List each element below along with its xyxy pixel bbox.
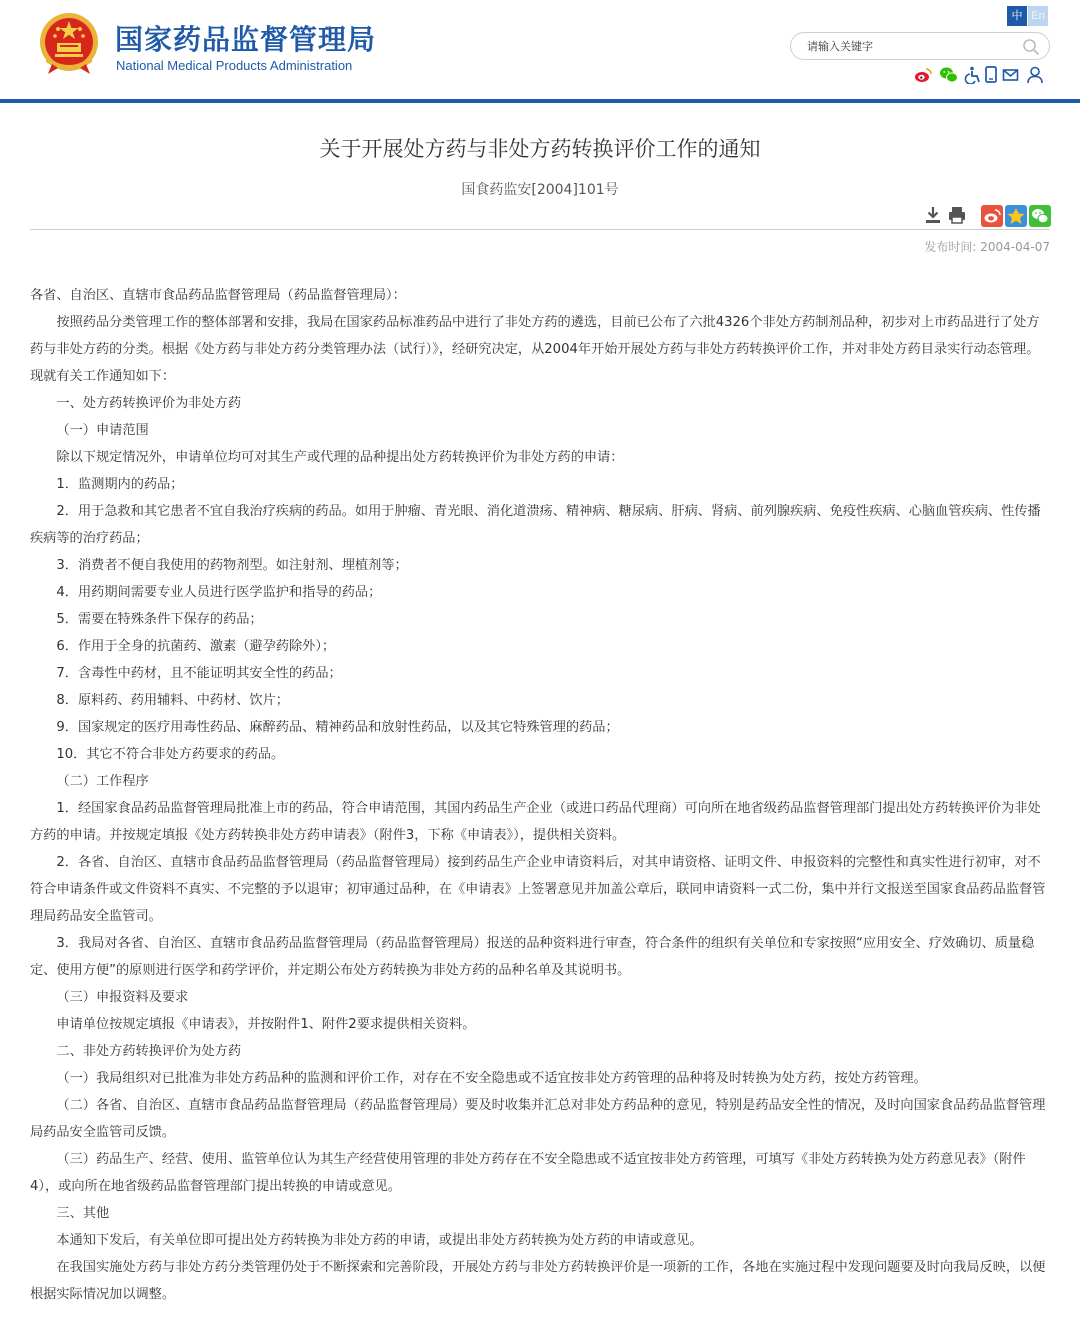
paragraph: （一）我局组织对已批准为非处方药品种的监测和评价工作，对存在不安全隐患或不适宜按非处方药管理的品种将及时转换为处方药，按处方药管理。 [56,1071,927,1086]
publish-date-value: 2004-04-07 [980,240,1050,254]
list-item: 5．需要在特殊条件下保存的药品； [56,612,263,627]
list-item: 1．监测期内的药品； [56,477,184,492]
header-divider [0,99,1080,103]
site-name-cn[interactable]: 国家药品监督管理局 [115,23,377,56]
mobile-icon[interactable] [984,66,1002,84]
share-wechat-icon[interactable] [1029,205,1051,231]
list-item: 8．原料药、药用辅料、中药材、饮片； [56,693,289,708]
lang-en-button[interactable]: En [1028,6,1048,26]
paragraph: 2．各省、自治区、直辖市食品药品监督管理局（药品监督管理局）接到药品生产企业申请资料后，对其申请资格、证明文件、申报资料的完整性和真实性进行初审，对不符合申请条件或文件资料不真实、不完整的予以退审；初审通过品种，在《申请表》上签署意见并加盖公章后，联同申请资料一式二份，集中并行文报送至国家食品药品监督管理局药品安全监管司。 [30,855,1046,924]
weibo-icon[interactable] [914,66,932,84]
site-name-en[interactable]: National Medical Products Administration [116,58,353,73]
list-item: 6．作用于全身的抗菌药、激素（避孕药除外）； [56,639,336,654]
search-box [790,32,1050,60]
paragraph: 按照药品分类管理工作的整体部署和安排，我局在国家药品标准药品中进行了非处方药的遴选，目前已公布了六批4326个非处方药制剂品种，初步对上市药品进行了处方药与非处方药的分类。根据《处方药与非处方药分类管理办法（试行）》，经研究决定，从2004年开始开展处方药与非处方药转换评价工作，并对非处方药目录实行动态管理。现就有关工作通知如下： [30,315,1040,384]
list-item: 9．国家规定的医疗用毒性药品、麻醉药品、精神药品和放射性药品，以及其它特殊管理的药品； [56,720,619,735]
wechat-icon[interactable] [939,66,957,84]
section-heading: 三、其他 [56,1206,110,1221]
national-emblem-logo[interactable] [38,12,100,76]
paragraph: （二）各省、自治区、直辖市食品药品监督管理局（药品监督管理局）要及时收集并汇总对非处方药品种的意见，特别是药品安全性的情况，及时向国家食品药品监督管理局药品安全监管司反馈。 [30,1098,1046,1140]
share-qzone-icon[interactable] [1005,205,1027,231]
subsection-heading: （三）申报资料及要求 [56,990,189,1005]
title-divider [30,229,1050,230]
article-body [30,282,1052,1308]
publish-date [924,238,1050,255]
list-item: 7．含毒性中药材，且不能证明其安全性的药品； [56,666,342,681]
subsection-heading: （二）工作程序 [56,774,149,789]
list-item: 3．消费者不便自我使用的药物剂型。如注射剂、埋植剂等； [56,558,408,573]
section-heading: 二、非处方药转换评价为处方药 [56,1044,242,1059]
share-weibo-icon[interactable] [981,205,1003,231]
list-item: 4．用药期间需要专业人员进行医学监护和指导的药品； [56,585,382,600]
list-item: 10．其它不符合非处方药要求的药品。 [56,747,285,762]
search-input[interactable] [807,37,1007,55]
print-icon[interactable] [947,205,967,229]
subsection-heading: （一）申请范围 [56,423,149,438]
lang-zh-button[interactable]: 中 [1007,6,1027,26]
search-icon[interactable] [1021,37,1041,57]
accessibility-icon[interactable] [964,66,982,84]
mail-icon[interactable] [1002,66,1020,84]
section-heading: 一、处方药转换评价为非处方药 [56,396,242,411]
article-title: 关于开展处方药与非处方药转换评价工作的通知 [319,137,761,161]
publish-date-label: 发布时间: [924,240,977,254]
paragraph: 本通知下发后，有关单位即可提出处方药转换为非处方药的申请，或提出非处方药转换为处方药的申请或意见。 [56,1233,703,1248]
paragraph: 除以下规定情况外，申请单位均可对其生产或代理的品种提出处方药转换评价为非处方药的申请： [56,450,624,465]
paragraph: 申请单位按规定填报《申请表》，并按附件1、附件2要求提供相关资料。 [56,1017,476,1032]
site-header [0,0,1080,100]
paragraph: 1．经国家食品药品监督管理局批准上市的药品，符合申请范围，其国内药品生产企业（或进口药品代理商）可向所在地省级药品监督管理部门提出处方药转换评价为非处方药的申请。并按规定填报《处方药转换非处方药申请表》（附件3，下称《申请表》），提供相关资料。 [30,801,1041,843]
paragraph: 3．我局对各省、自治区、直辖市食品药品监督管理局（药品监督管理局）报送的品种资料进行审查，符合条件的组织有关单位和专家按照“应用安全、疗效确切、质量稳定、使用方便”的原则进行医学和药学评价，并定期公布处方药转换为非处方药的品种名单及其说明书。 [30,936,1035,978]
salutation: 各省、自治区、直辖市食品药品监督管理局（药品监督管理局）： [30,288,406,303]
article-tools [920,205,1055,227]
document-number: 国食药监安[2004]101号 [461,182,619,198]
download-icon[interactable] [923,205,943,229]
list-item: 2．用于急救和其它患者不宜自我治疗疾病的药品。如用于肿瘤、青光眼、消化道溃疡、精神病、糖尿病、肝病、肾病、前列腺疾病、免疫性疾病、心脑血管疾病、性传播疾病等的治疗药品； [30,504,1041,546]
paragraph: （三）药品生产、经营、使用、监管单位认为其生产经营使用管理的非处方药存在不安全隐患或不适宜按非处方药管理，可填写《非处方药转换为处方药意见表》（附件4），或向所在地省级药品监督管理部门提出转换的申请或意见。 [30,1152,1026,1194]
user-icon[interactable] [1026,66,1044,84]
paragraph: 在我国实施处方药与非处方药分类管理仍处于不断探索和完善阶段，开展处方药与非处方药转换评价是一项新的工作，各地在实施过程中发现问题要及时向我局反映，以便根据实际情况加以调整。 [30,1260,1046,1302]
